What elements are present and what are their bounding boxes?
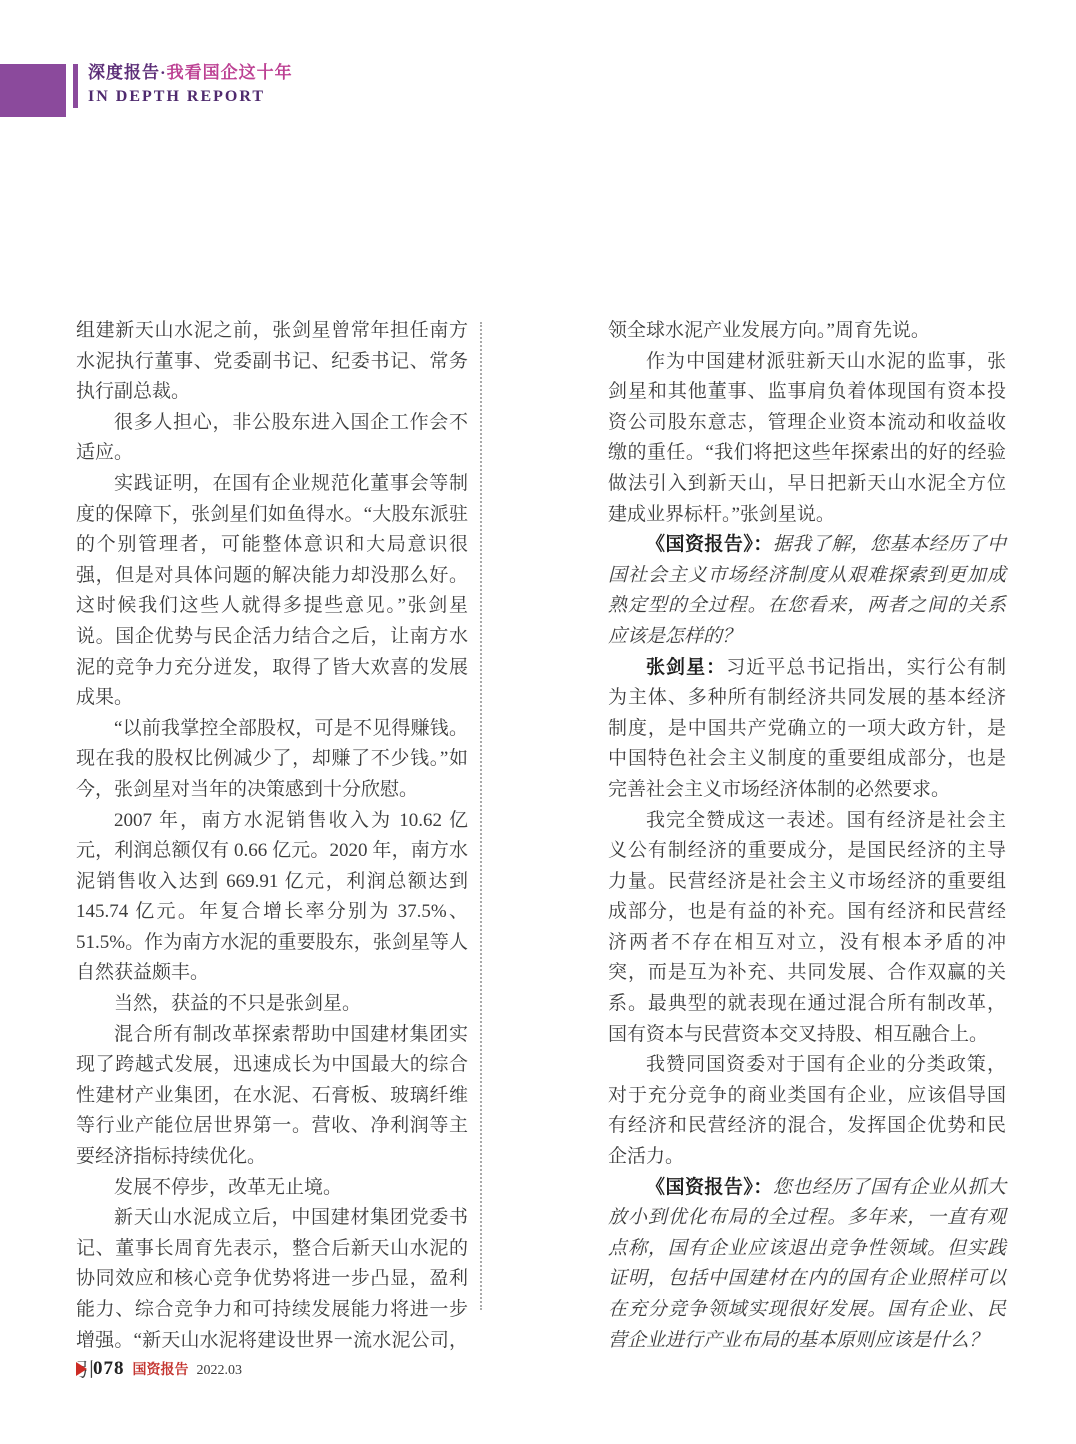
section-title-en: IN DEPTH REPORT — [88, 87, 266, 105]
body-paragraph: 领全球水泥产业发展方向。”周育先说。 — [608, 320, 930, 341]
issue-date: 2022.03 — [196, 1363, 242, 1378]
speaker-label: 《国资报告》： — [646, 1176, 773, 1198]
interview-question — [608, 1173, 1006, 1357]
page-footer — [76, 1358, 242, 1380]
magazine-name: 国资报告 — [132, 1363, 189, 1378]
question-text: 据我了解，您基本经历了中国社会主义市场经济制度从艰难探索到更加成熟定型的全过程。在您看来，两者之间的关系应该是怎样的？ — [608, 534, 1006, 647]
body-paragraph: 实践证明，在国有企业规范化董事会等制度的保障下，张剑星们如鱼得水。“大股东派驻的个别管理者，可能整体意识和大局意识很强，但是对具体问题的解决能力却没那么好。这时候我们这些人就得多提些意见。”张剑星说。国企优势与民企活力结合之后，让南方水泥的竞争力充分迸发，取得了皆大欢喜的发展成果。 — [76, 472, 468, 709]
interview-answer — [608, 653, 1006, 806]
body-paragraph: 我赞同国资委对于国有企业的分类政策，对于充分竞争的商业类国有企业，应该倡导国有经济和民营经济的混合，发挥国企优势和民企活力。 — [608, 1054, 1006, 1168]
body-paragraph: “以前我掌控全部股权，可是不见得赚钱。现在我的股权比例减少了，却赚了不少钱。”如今，张剑星对当年的决策感到十分欣慰。 — [76, 717, 468, 800]
body-paragraph: 组建新天山水泥之前，张剑星曾常年担任南方水泥执行董事、党委副书记、纪委书记、常务执行副总裁。 — [76, 320, 468, 403]
section-title-zh-primary: 深度报告· — [88, 63, 167, 82]
section-title-zh-highlight: 我看国企这十年 — [166, 63, 293, 82]
body-paragraph: 发展不停步，改革无止境。 — [114, 1176, 343, 1198]
header-purple-block — [0, 64, 66, 117]
body-paragraph: 当然，获益的不只是张剑星。 — [114, 993, 362, 1015]
answer-text: 习近平总书记指出，实行公有制为主体、多种所有制经济共同发展的基本经济制度，是中国共产党确立的一项大政方针，是中国特色社会主义制度的重要组成部分，也是完善社会主义市场经济体制的必然要求。 — [608, 656, 1006, 800]
column-divider-dotted-line — [480, 322, 482, 1310]
body-paragraph: 作为中国建材派驻新天山水泥的监事，张剑星和其他董事、监事肩负着体现国有资本投资公司股东意志，管理企业资本流动和收益收缴的重任。“我们将把这些年探索出的好的经验做法引入到新天山，早日把新天山水泥全方位建成业界标杆。”张剑星说。 — [608, 350, 1006, 525]
right-text-column — [608, 316, 1006, 1356]
page-number-triangle-icon — [76, 1362, 87, 1376]
question-text: 您也经历了国有企业从抓大放小到优化布局的全过程。多年来，一直有观点称，国有企业应该退出竞争性领域。但实践证明，包括中国建材在内的国有企业照样可以在充分竞争领域实现很好发展。国有企业、民营企业进行产业布局的基本原则应该是什么？ — [608, 1176, 1006, 1351]
section-title-zh — [88, 62, 293, 85]
header-vertical-bar — [73, 64, 78, 108]
body-paragraph: 很多人担心，非公股东进入国企工作会不适应。 — [76, 411, 468, 464]
body-paragraph: 新天山水泥成立后，中国建材集团党委书记、董事长周育先表示，整合后新天山水泥的协同效应和核心竞争优势将进一步凸显，盈利能力、综合竞争力和可持续发展能力将进一步增强。“新天山水泥将建设世界一流水泥公司，引 — [76, 1207, 468, 1382]
body-paragraph: 我完全赞成这一表述。国有经济是社会主义公有制经济的重要成分，是国民经济的主导力量。民营经济是社会主义市场经济的重要组成部分，也是有益的补充。国有经济和民营经济两者不存在相互对立，没有根本矛盾的冲突，而是互为补充、共同发展、合作双赢的关系。最典型的就表现在通过混合所有制改革，国有资本与民营资本交叉持股、相互融合上。 — [608, 809, 1006, 1045]
left-text-column — [76, 316, 468, 1387]
interview-question — [608, 530, 1006, 652]
speaker-label: 《国资报告》： — [646, 534, 773, 556]
section-header — [88, 62, 293, 108]
page-number: 078 — [93, 1358, 125, 1379]
speaker-label: 张剑星： — [646, 656, 727, 678]
body-paragraph: 2007 年，南方水泥销售收入为 10.62 亿元，利润总额仅有 0.66 亿元。2020 年，南方水泥销售收入达到 669.91 亿元，利润总额达到 145.74 亿元。年复合增长率分别为 37.5%、51.5%。作为南方水泥的重要股东，张剑星等人自然获益颇丰。 — [76, 809, 468, 984]
body-paragraph: 混合所有制改革探索帮助中国建材集团实现了跨越式发展，迅速成长为中国最大的综合性建材产业集团，在水泥、石膏板、玻璃纤维等行业产能位居世界第一。营收、净利润等主要经济指标持续优化。 — [76, 1023, 468, 1168]
